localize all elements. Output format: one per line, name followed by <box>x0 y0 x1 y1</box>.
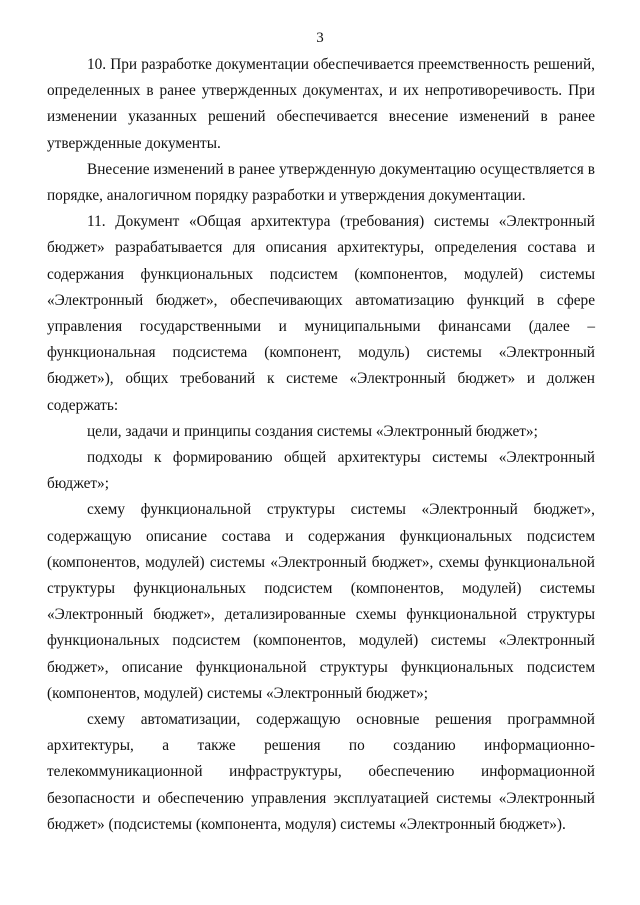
list-item-functional-structure: схему функциональной структуры системы «Электронный бюджет», содержащую описание состава и содержания функциональных подсистем (компонентов, модулей) системы «Электронный бюджет», схемы функциональной структуры функциональных подсистем (компонентов, модулей) системы «Электронный бюджет», детализированные схемы функциональной структуры функциональных подсистем (компонентов, модулей) системы «Электронный бюджет», описание функциональной структуры функциональных подсистем (компонентов, модулей) системы «Электронный бюджет»; <box>47 501 595 702</box>
paragraph-amendments-procedure: Внесение изменений в ранее утвержденную документацию осуществляется в порядке, аналогичном порядку разработки и утверждения документации. <box>47 160 595 205</box>
paragraph-10-continuity: 10. При разработке документации обеспечивается преемственность решений, определенных в ранее утвержденных документах, и их непротиворечивость. При изменении указанных решений обеспечивается внесение изменений в ранее утвержденные документы. <box>47 56 595 152</box>
document-body <box>47 52 595 838</box>
list-item-goals: цели, задачи и принципы создания системы «Электронный бюджет»; <box>87 422 538 440</box>
list-item-approaches: подходы к формированию общей архитектуры системы «Электронный бюджет»; <box>47 449 595 493</box>
paragraph-11-architecture-document: 11. Документ «Общая архитектура (требования) системы «Электронный бюджет» разрабатывается для описания архитектуры, определения состава и содержания функциональных подсистем (компонентов, модулей) системы «Электронный бюджет», обеспечивающих автоматизацию функций в сфере управления государственными и муниципальными финансами (далее – функциональная подсистема (компонент, модуль) системы «Электронный бюджет»), общих требований к системе «Электронный бюджет» и должен содержать: <box>47 213 595 414</box>
page-number: 3 <box>316 30 324 46</box>
list-item-automation-scheme: схему автоматизации, содержащую основные решения программной архитектуры, а также решения по созданию информационно-телекоммуникационной инфраструктуры, обеспечению информационной безопасности и обеспечению управления эксплуатацией системы «Электронный бюджет» (подсистемы (компонента, модуля) системы «Электронный бюджет»). <box>47 711 595 833</box>
